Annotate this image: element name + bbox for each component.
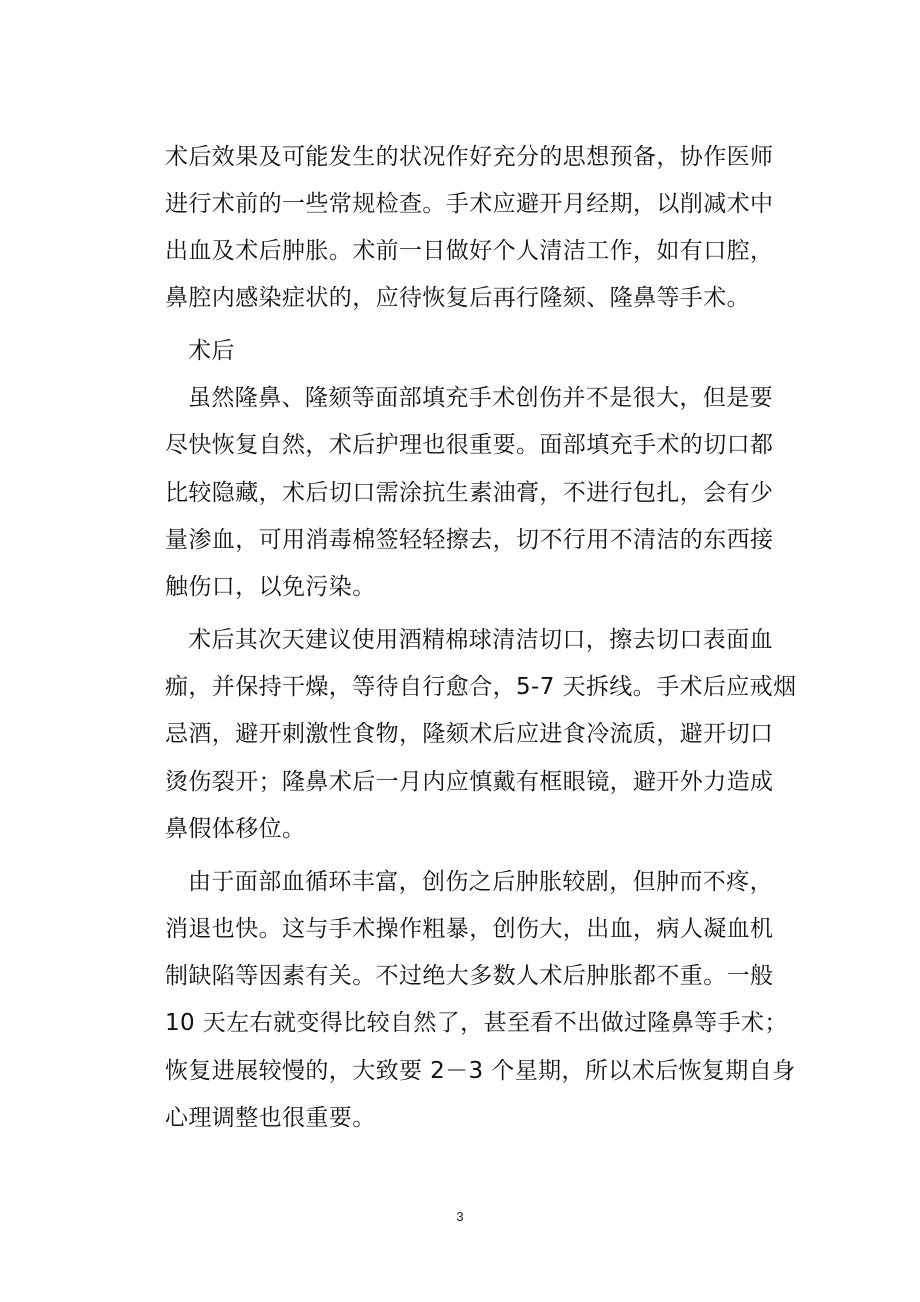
text-line: 恢复进展较慢的，大致要 2－3 个星期，所以术后恢复期自身 xyxy=(165,1058,796,1084)
page-number: 3 xyxy=(456,1209,464,1224)
text-line: 烫伤裂开；隆鼻术后一月内应慎戴有框眼镜，避开外力造成 xyxy=(165,769,774,795)
text-line: 制缺陷等因素有关。不过绝大多数人术后肿胀都不重。一般 xyxy=(165,963,774,989)
text-line: 痂，并保持干燥，等待自行愈合，5-7 天拆线。手术后应戒烟 xyxy=(165,674,797,700)
text-line: 虽然隆鼻、隆颏等面部填充手术创伤并不是很大，但是要 xyxy=(188,385,773,411)
text-line: 10 天左右就变得比较自然了，甚至看不出做过隆鼻等手术； xyxy=(165,1010,788,1036)
text-line: 进行术前的一些常规检查。手术应避开月经期，以削减术中 xyxy=(165,191,774,217)
text-line: 尽快恢复自然，术后护理也很重要。面部填充手术的切口都 xyxy=(165,432,774,458)
text-line: 鼻腔内感染症状的，应待恢复后再行隆颏、隆鼻等手术。 xyxy=(165,285,750,311)
text-line: 术后其次天建议使用酒精棉球清洁切口，擦去切口表面血 xyxy=(188,627,773,653)
text-line: 心理调整也很重要。 xyxy=(165,1105,376,1131)
text-line: 鼻假体移位。 xyxy=(165,816,306,842)
text-line: 触伤口，以免污染。 xyxy=(165,574,376,600)
text-line: 消退也快。这与手术操作粗暴，创伤大，出血，病人凝血机 xyxy=(165,916,774,942)
text-line: 由于面部血循环丰富，创伤之后肿胀较剧，但肿而不疼， xyxy=(188,869,773,895)
text-line: 量渗血，可用消毒棉签轻轻擦去，切不行用不清洁的东西接 xyxy=(165,527,774,553)
text-line: 比较隐藏，术后切口需涂抗生素油膏，不进行包扎，会有少 xyxy=(165,480,774,506)
text-line: 出血及术后肿胀。术前一日做好个人清洁工作，如有口腔， xyxy=(165,238,774,264)
section-heading: 术后 xyxy=(188,338,235,364)
text-line: 忌酒，避开刺激性食物，隆颏术后应进食冷流质，避开切口 xyxy=(165,721,774,747)
text-line: 术后效果及可能发生的状况作好充分的思想预备，协作医师 xyxy=(165,144,774,170)
